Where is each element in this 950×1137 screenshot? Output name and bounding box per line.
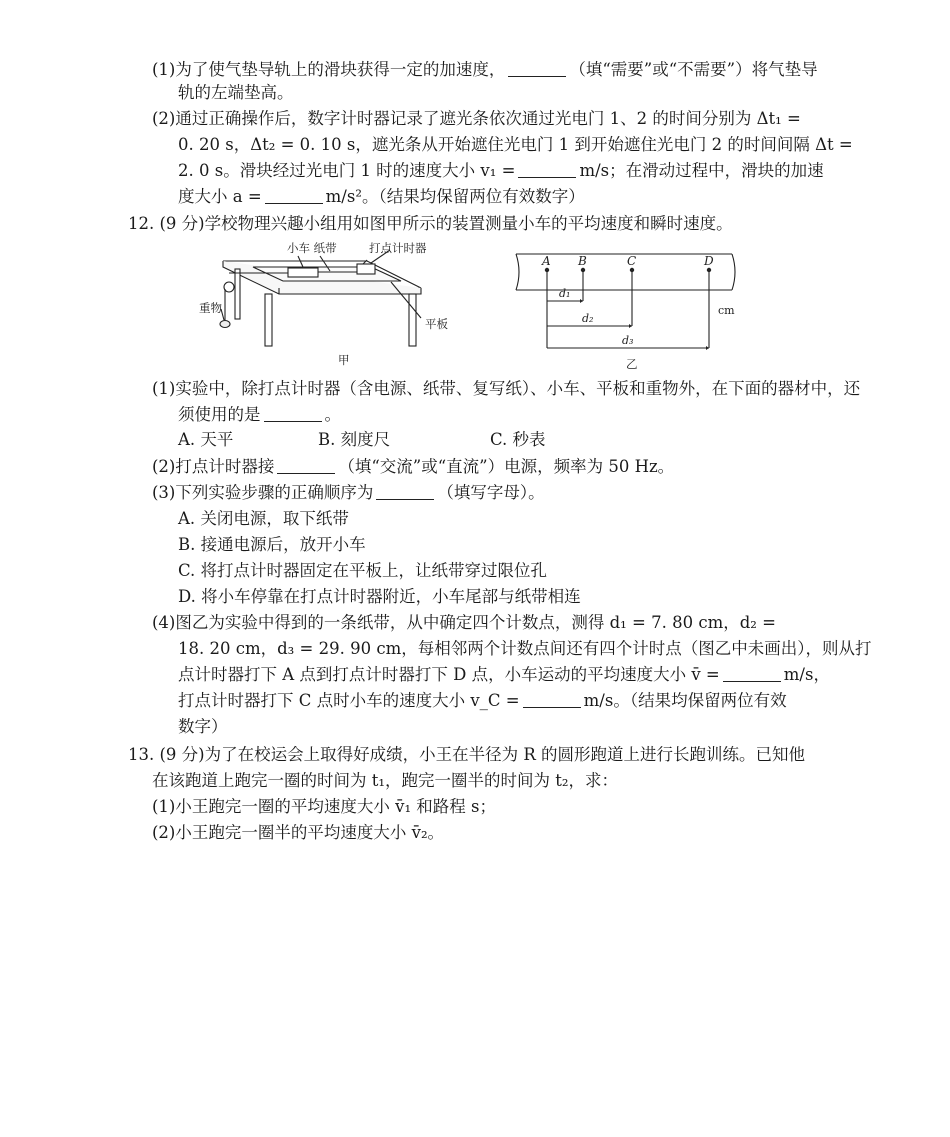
q12-part4-line3: 点计时器打下 A 点到打点计时器打下 D 点，小车运动的平均速度大小 v̄ = m/s， xyxy=(178,665,830,684)
answer-blank[interactable] xyxy=(723,665,781,682)
q13-stem-line1: 13. (9 分)为了在校运会上取得好成绩，小王在半径为 R 的圆形跑道上进行长跑训练。已知他 xyxy=(128,745,806,764)
option-c: C. 秒表 xyxy=(490,430,546,449)
q11-part2-line2: 0. 20 s，Δt₂ = 0. 10 s，遮光条从开始遮住光电门 1 到开始遮住光电门 2 的时间间隔 Δt = xyxy=(178,135,853,154)
q12-part4-line4: 打点计时器打下 C 点时小车的速度大小 v_C = m/s。（结果均保留两位有效 xyxy=(178,691,787,710)
answer-blank[interactable] xyxy=(523,691,581,708)
point-b-label: B xyxy=(578,254,587,268)
fig-a-label-board: 平板 xyxy=(425,317,448,331)
q13-stem-line2: 在该跑道上跑完一圈的时间为 t₁，跑完一圈半的时间为 t₂，求： xyxy=(152,771,618,790)
answer-blank[interactable] xyxy=(508,60,566,77)
car xyxy=(288,268,318,277)
q13-part1: (1)小王跑完一圈的平均速度大小 v̄₁ 和路程 s； xyxy=(152,797,497,816)
weight xyxy=(220,321,230,328)
point-d-dot xyxy=(707,268,711,272)
q12-step-c: C. 将打点计时器固定在平板上，让纸带穿过限位孔 xyxy=(178,561,548,580)
table-leg xyxy=(265,294,272,346)
table-leg xyxy=(235,269,240,319)
q11-part1-line2: 轨的左端垫高。 xyxy=(178,83,294,102)
q11-part2-line1: (2)通过正确操作后，数字计时器记录了遮光条依次通过光电门 1、2 的时间分别为 Δt₁ = xyxy=(152,109,801,128)
fig-a-label-weight: 重物 xyxy=(199,301,222,315)
point-b-dot xyxy=(581,268,585,272)
d3-label: d₃ xyxy=(622,334,634,347)
d2-label: d₂ xyxy=(582,312,594,325)
unit-label: cm xyxy=(718,304,735,317)
answer-blank[interactable] xyxy=(518,161,576,178)
q12-part4-line1: (4)图乙为实验中得到的一条纸带，从中确定四个计数点，测得 d₁ = 7. 80 cm，d₂ = xyxy=(152,613,776,632)
q12-part1-line1: (1)实验中，除打点计时器（含电源、纸带、复写纸）、小车、平板和重物外，在下面的器材中，还 xyxy=(152,379,861,398)
fig-a-label-car-tape: 小车 纸带 xyxy=(287,241,337,255)
q12-part4-line2: 18. 20 cm，d₃ = 29. 90 cm，每相邻两个计数点间还有四个计时点（图乙中未画出），则从打 xyxy=(178,639,872,658)
answer-blank[interactable] xyxy=(376,483,434,500)
q12-step-b: B. 接通电源后，放开小车 xyxy=(178,535,366,554)
answer-blank[interactable] xyxy=(277,457,335,474)
point-d-label: D xyxy=(704,254,714,268)
answer-blank[interactable] xyxy=(264,405,322,422)
point-a-dot xyxy=(545,268,549,272)
q13-part2: (2)小王跑完一圈半的平均速度大小 v̄₂。 xyxy=(152,823,445,842)
fig-a-label-timer: 打点计时器 xyxy=(369,241,427,255)
q12-part2: (2)打点计时器接 （填“交流”或“直流”）电源，频率为 50 Hz。 xyxy=(152,457,675,476)
timer xyxy=(357,264,375,274)
table-leg xyxy=(409,294,416,346)
figure-apparatus xyxy=(195,236,465,371)
answer-blank[interactable] xyxy=(265,187,323,204)
q11-part2-line4: 度大小 a = m/s²。（结果均保留两位有效数字） xyxy=(178,187,585,206)
q12-part3: (3)下列实验步骤的正确顺序为 （填写字母）。 xyxy=(152,483,545,502)
fig-b-caption: 乙 xyxy=(626,357,638,371)
q11-part1-line1: (1)为了使气垫导轨上的滑块获得一定的加速度， （填“需要”或“不需要”）将气垫导 xyxy=(152,60,818,78)
option-a: A. 天平 xyxy=(178,430,234,449)
q12-part1-options xyxy=(178,427,546,453)
d1-label: d₁ xyxy=(559,287,571,300)
fig-a-caption: 甲 xyxy=(338,353,350,367)
q12-step-a: A. 关闭电源，取下纸带 xyxy=(178,509,349,528)
option-b: B. 刻度尺 xyxy=(318,430,391,449)
figure-paper-tape xyxy=(514,244,746,371)
q12-part1-line2: 须使用的是 。 xyxy=(178,405,341,424)
q12-step-d: D. 将小车停靠在打点计时器附近，小车尾部与纸带相连 xyxy=(178,587,581,606)
q11-part2-line3: 2. 0 s。滑块经过光电门 1 时的速度大小 v₁ = m/s；在滑动过程中，滑块的加速 xyxy=(178,161,824,180)
q12-stem: 12. (9 分)学校物理兴趣小组用如图甲所示的装置测量小车的平均速度和瞬时速度。 xyxy=(128,214,733,233)
point-c-dot xyxy=(630,268,634,272)
point-a-label: A xyxy=(542,254,551,268)
q12-part4-line5: 数字） xyxy=(178,717,228,736)
point-c-label: C xyxy=(627,254,637,268)
